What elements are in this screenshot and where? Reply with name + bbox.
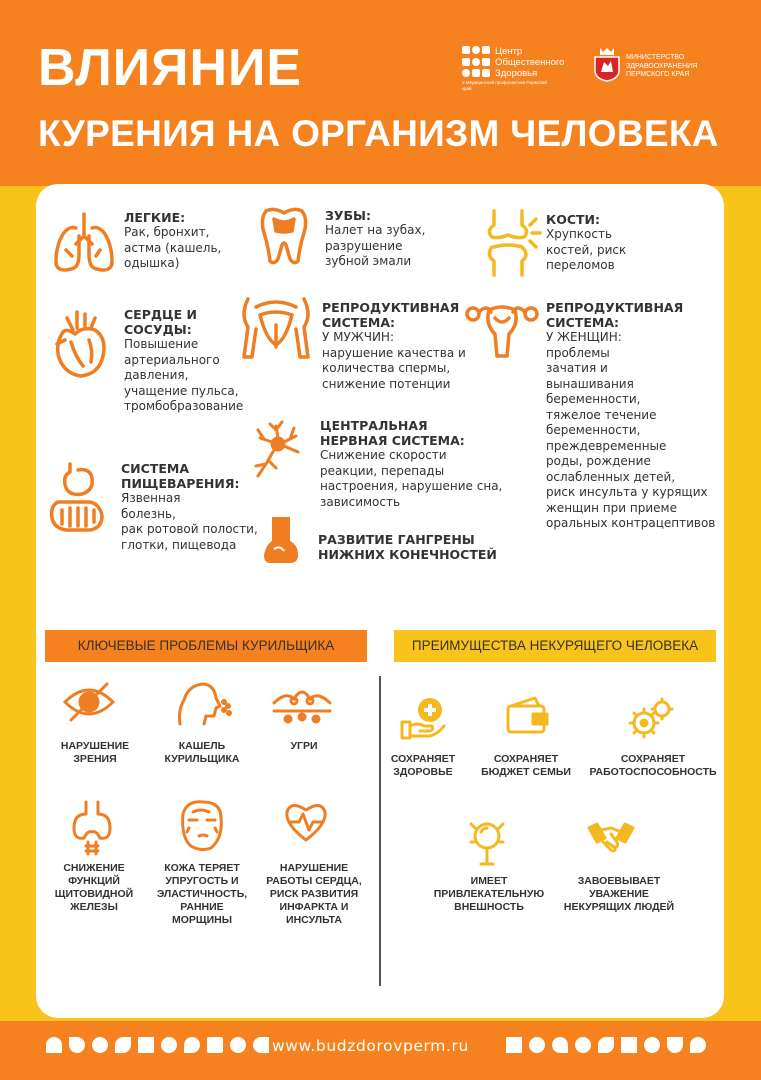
heart-text-2: артериального [124,352,220,367]
ministry-logo [594,46,697,86]
lungs-icon [52,210,116,276]
benefit-budget-line-1: СОХРАНЯЕТ [493,753,559,765]
repro-female-text-3: зачатия и [546,361,608,375]
gangrene-title-1: РАЗВИТИЕ ГАНГРЕНЫ [318,532,475,547]
ministry-line-1: МИНИСТЕРСТВО [626,54,685,61]
digestion-title-2: ПИЩЕВАРЕНИЯ: [121,476,240,491]
problem-thyroid-line-3: ЩИТОВИДНОЙ [54,888,134,900]
title-line-1: ВЛИЯНИЕ [38,39,303,97]
bones-block [546,212,626,274]
key-problems-heading: КЛЮЧЕВЫЕ ПРОБЛЕМЫ КУРИЛЬЩИКА [45,630,367,662]
digestion-title-1: СИСТЕМА [121,461,189,476]
repro-female-text-2: проблемы [546,345,610,360]
benefit-efficiency-line-2: РАБОТОСПОСОБНОСТЬ [589,766,717,778]
problem-vision-line-2: ЗРЕНИЯ [73,753,117,765]
gangrene-title-2: НИЖНИХ КОНЕЧНОСТЕЙ [318,547,497,562]
digestion-block [121,461,258,553]
repro-male-title-2: СИСТЕМА: [322,315,395,330]
cns-title-1: ЦЕНТРАЛЬНАЯ [320,418,428,433]
problem-heart-line-1: НАРУШЕНИЕ [279,862,349,874]
problem-skin [148,862,256,927]
problem-cough-line-1: КАШЕЛЬ [178,740,226,752]
heart-text-3: давления, [124,368,189,382]
lungs-text-1: Рак, бронхит, [124,225,210,239]
benefit-appearance-line-3: ВНЕШНОСТЬ [454,901,524,913]
problem-skin-line-4: РАННИЕ [180,901,224,913]
lungs-text-3: одышка) [124,256,180,270]
teeth-text-1: Налет на зубах, [325,223,426,237]
repro-female-text-9: роды, рождение [546,454,651,468]
digestion-text-4: глотки, пищевода [121,537,237,552]
repro-female-text-12: женщин при приеме [546,500,677,515]
benefit-appearance-line-1: ИМЕЕТ [470,875,508,887]
repro-male-text-2: нарушение качества и [322,345,466,360]
repro-female-title-1: РЕПРОДУКТИВНАЯ [546,300,684,315]
repro-male-text-3: количества спермы, [322,361,451,375]
repro-female-text-1: У ЖЕНЩИН: [546,330,622,344]
health-hand-icon [400,696,446,740]
benefit-efficiency-line-1: СОХРАНЯЕТ [620,753,686,765]
gears-icon [626,697,674,741]
male-repro-icon [238,295,314,363]
center-logo-subtitle: и Медицинской профилактики Пермский край [462,80,547,91]
benefit-appearance [424,875,554,914]
section-divider [379,676,381,986]
digestion-text-1: Язвенная [121,491,181,505]
problem-cough-line-2: КУРИЛЬЩИКА [164,753,240,765]
ministry-line-3: ПЕРМСКОГО КРАЯ [626,71,690,78]
problem-thyroid [42,862,146,914]
problem-vision [45,740,145,766]
benefit-respect-line-2: УВАЖЕНИЕ [589,888,649,900]
bones-text-3: переломов [546,258,615,272]
problem-thyroid-line-2: ФУНКЦИЙ [68,875,120,887]
handshake-icon [587,820,635,860]
problem-thyroid-line-4: ЖЕЛЕЗЫ [70,901,118,913]
repro-female-text-8: преждевременные [546,438,667,453]
problem-heart [258,862,370,927]
neuron-icon [254,420,300,480]
benefits-heading: ПРЕИМУЩЕСТВА НЕКУРЯЩЕГО ЧЕЛОВЕКА [394,630,716,662]
problem-acne [254,740,354,753]
repro-female-text-10: ослабленных детей, [546,469,676,484]
repro-male-title-1: РЕПРОДУКТИВНАЯ [322,300,460,315]
repro-female-text-5: беременности, [546,392,641,406]
lungs-block [124,210,221,272]
heart-pulse-icon [283,800,329,842]
cough-icon [176,680,232,726]
ministry-line-2: ЗДРАВООХРАНЕНИЯ [626,62,698,70]
acne-icon [272,681,332,725]
title-line-2: КУРЕНИЯ НА ОРГАНИЗМ ЧЕЛОВЕКА [38,113,719,154]
public-health-center-logo [462,46,564,79]
benefit-budget [468,753,584,779]
lungs-title: ЛЕГКИЕ: [124,210,186,225]
heart-block [124,307,243,415]
problem-heart-line-3: РИСК РАЗВИТИЯ [269,888,359,900]
cns-text-1: Снижение скорости [320,448,447,462]
benefit-respect [554,875,684,914]
digestion-text-2: болезнь, [121,506,176,521]
repro-male-text-1: У МУЖЧИН: [322,330,394,344]
benefit-appearance-line-2: ПРИВЛЕКАТЕЛЬНУЮ [433,888,545,900]
repro-male-text-4: снижение потенции [322,376,451,391]
center-logo-line-3: Здоровья [495,68,538,79]
joint-icon [472,207,544,277]
heart-icon [53,310,109,380]
heart-text-5: тромбобразование [124,399,244,413]
center-logo-line-2: Общественного [495,57,565,68]
cns-text-4: зависимость [320,494,401,509]
cns-title-2: НЕРВНАЯ СИСТЕМА: [320,433,465,448]
footer-shapes-left [46,1037,269,1053]
thyroid-icon [70,800,114,856]
benefit-health-line-2: ЗДОРОВЬЕ [393,766,453,778]
cns-text-2: реакции, перепады [320,463,445,478]
repro-female-text-4: вынашивания [546,376,634,391]
problem-heart-line-4: ИНФАРКТА И [279,901,349,913]
teeth-title: ЗУБЫ: [325,208,371,223]
teeth-block [325,208,425,270]
footer-shapes-right [506,1037,706,1053]
problem-skin-line-3: ЭЛАСТИЧНОСТЬ, [156,888,248,900]
repro-female-text-11: риск инсульта у курящих [546,485,708,499]
problem-thyroid-line-1: СНИЖЕНИЕ [63,862,125,874]
heart-text-4: учащение пульса, [124,383,239,398]
coat-of-arms-icon [594,46,620,86]
repro-female-text-6: тяжелое течение [546,407,657,422]
benefit-respect-line-3: НЕКУРЯЩИХ ЛЮДЕЙ [563,901,675,913]
heart-title-2: СОСУДЫ: [124,322,192,337]
repro-female-text-7: беременности, [546,423,641,437]
benefit-health-line-1: СОХРАНЯЕТ [390,753,456,765]
mirror-icon [469,820,505,866]
repro-female-text-13: оральных контрацептивов [546,516,716,530]
problem-heart-line-2: РАБОТЫ СЕРДЦА, [266,875,362,887]
bones-text-1: Хрупкость [546,227,613,241]
tooth-icon [258,205,310,267]
benefit-budget-line-2: БЮДЖЕТ СЕМЬИ [481,766,571,778]
problem-skin-line-5: МОРЩИНЫ [171,914,233,926]
problem-vision-line-1: НАРУШЕНИЕ [60,740,130,752]
teeth-text-2: разрушение [325,238,403,253]
benefit-respect-line-1: ЗАВОЕВЫВАЕТ [577,875,661,887]
cns-block [320,418,502,510]
center-logo-line-1: Центр [495,46,523,57]
uterus-icon [465,298,539,360]
problem-heart-line-5: ИНСУЛЬТА [286,914,342,926]
bones-text-2: костей, риск [546,242,627,257]
problem-skin-line-1: КОЖА ТЕРЯЕТ [164,862,240,874]
teeth-text-3: зубной эмали [325,254,412,268]
heart-text-1: Повышение [124,337,199,351]
wrinkle-face-icon [177,798,227,852]
benefit-efficiency [584,753,722,779]
center-logo-mark-icon [462,46,490,79]
foot-icon [262,515,300,567]
eye-icon [63,680,115,724]
repro-male-block [322,300,466,392]
heart-title-1: СЕРДЦЕ И [124,307,197,322]
cns-text-3: настроения, нарушение сна, [320,479,503,493]
benefit-health [380,753,466,779]
lungs-text-2: астма (кашель, [124,240,222,255]
problem-cough [152,740,252,766]
digestion-text-3: рак ротовой полости, [121,522,258,536]
bones-title: КОСТИ: [546,212,601,227]
problem-acne-line-1: УГРИ [290,740,318,752]
repro-female-title-2: СИСТЕМА: [546,315,619,330]
wallet-icon [505,696,549,736]
website-link[interactable]: www.budzdorovperm.ru [272,1037,469,1055]
repro-female-block [546,300,715,532]
problem-skin-line-2: УПРУГОСТЬ И [165,875,239,887]
gangrene-block [318,532,497,562]
stomach-icon [48,462,106,534]
